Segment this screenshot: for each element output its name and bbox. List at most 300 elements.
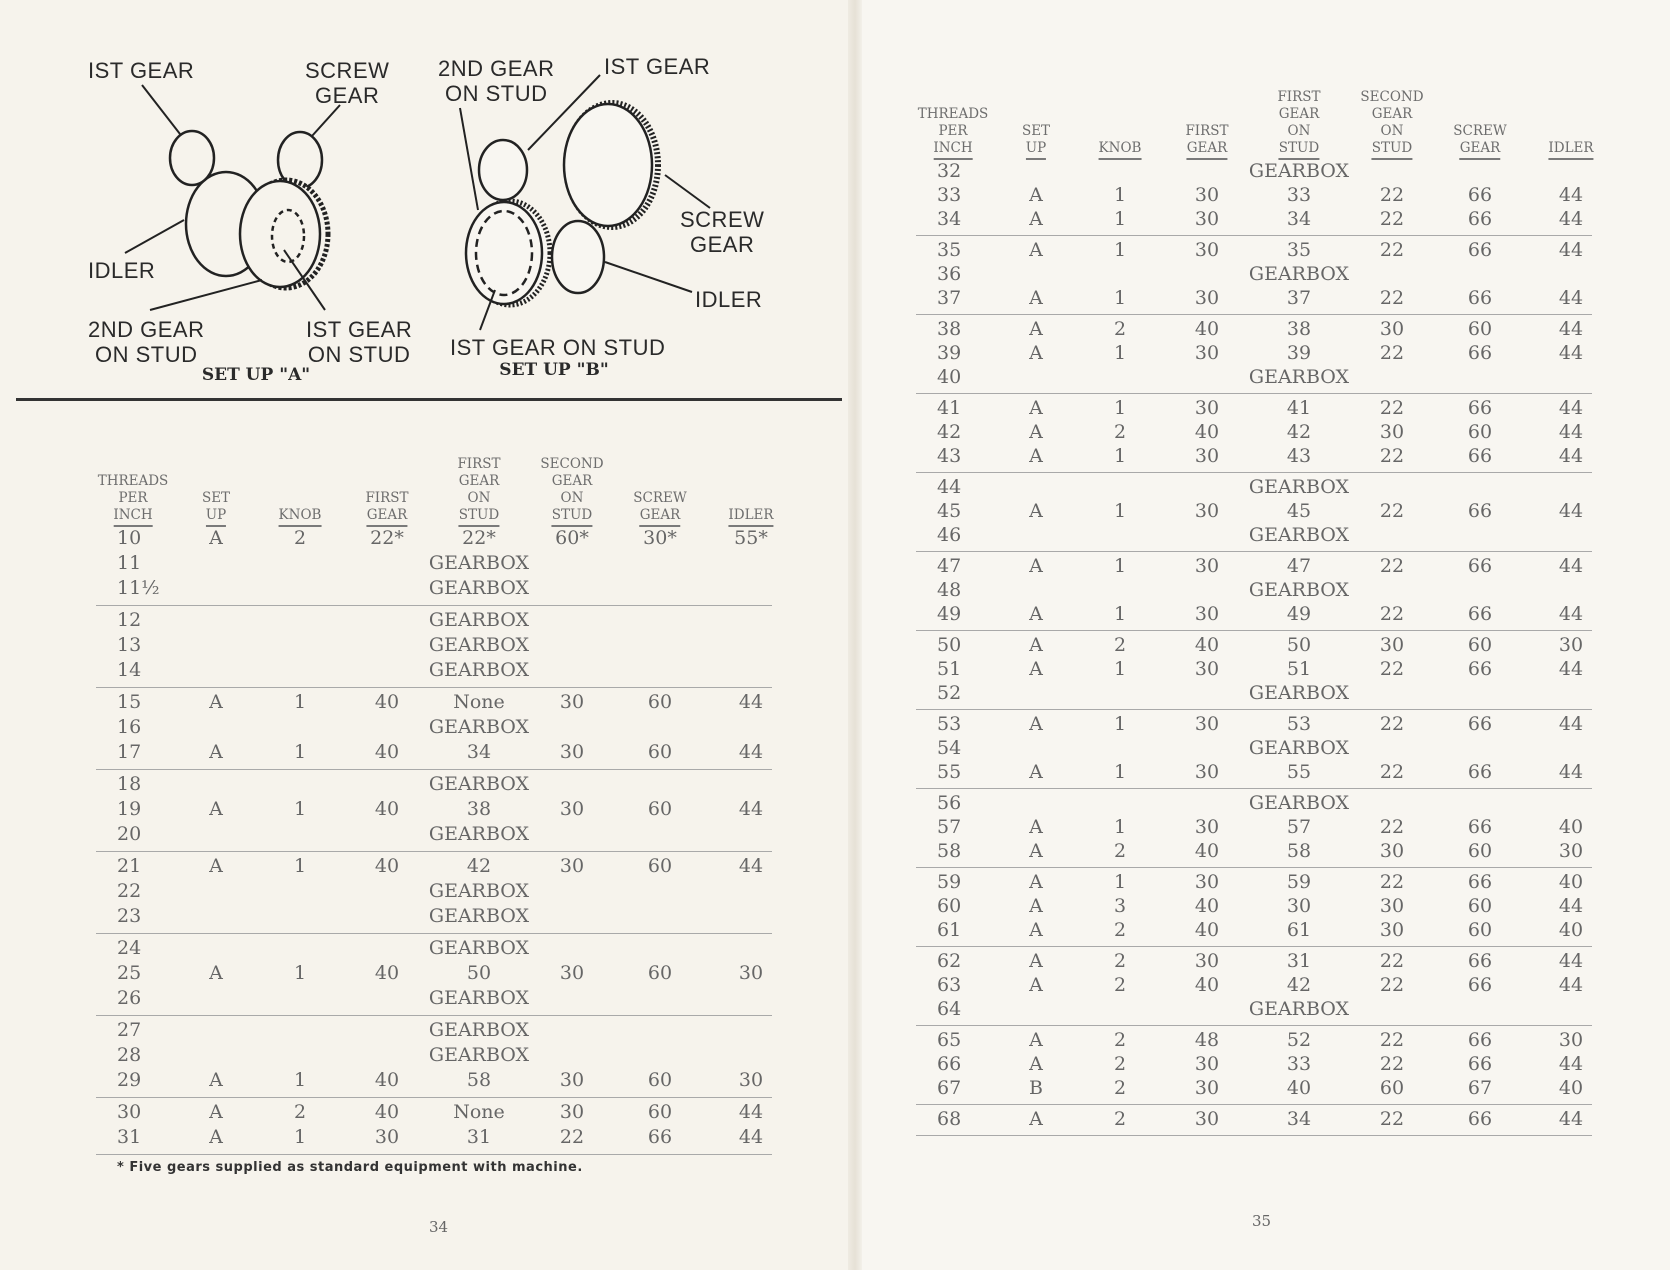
cell-knob: 1 <box>1113 445 1127 467</box>
gearbox-note: GEARBOX <box>1248 792 1350 814</box>
cell-second-gear-on-stud: 30 <box>1379 919 1405 941</box>
cell-screw-gear: 60 <box>647 1101 673 1123</box>
header-second-gear-on-stud: SECOND GEAR ON STUD <box>1360 89 1423 157</box>
cell-idler: 44 <box>1558 1108 1584 1130</box>
cell-first-gear: 30 <box>1194 761 1220 783</box>
header-first-gear-on-stud: FIRST GEAR ON STUD <box>1277 89 1320 157</box>
thread-table-right <box>916 57 1592 1136</box>
cell-set-up: A <box>1029 713 1043 735</box>
table-row <box>96 716 772 741</box>
gearbox-note: GEARBOX <box>1248 160 1350 182</box>
cell-first-gear-on-stud: 43 <box>1286 445 1312 467</box>
cell-knob: 1 <box>1113 184 1127 206</box>
cell-first-gear: 30 <box>374 1126 400 1148</box>
cell-first-gear: 40 <box>374 1101 400 1123</box>
cell-second-gear-on-stud: 22 <box>1379 500 1405 522</box>
cell-idler: 30 <box>738 1069 764 1091</box>
cell-idler: 44 <box>1558 397 1584 419</box>
label-a-first-gear: IST GEAR <box>88 58 195 83</box>
table-row <box>916 658 1592 682</box>
gearbox-note: GEARBOX <box>428 905 530 927</box>
table-row <box>916 816 1592 840</box>
cell-idler: 40 <box>1558 1077 1584 1099</box>
cell-knob: 1 <box>1113 603 1127 625</box>
cell-idler: 44 <box>1558 239 1584 261</box>
gearbox-note: GEARBOX <box>1248 476 1350 498</box>
table-row <box>96 659 772 684</box>
cell-screw-gear: 60 <box>1467 919 1493 941</box>
header-screw-gear: SCREW GEAR <box>1453 123 1506 157</box>
cell-threads-per-inch: 59 <box>937 871 962 893</box>
cell-idler: 44 <box>1558 318 1584 340</box>
table-row <box>96 1126 772 1151</box>
table-row <box>916 476 1592 500</box>
cell-screw-gear: 60 <box>1467 840 1493 862</box>
cell-set-up: A <box>209 855 223 877</box>
cell-idler: 30 <box>1558 634 1584 656</box>
cell-knob: 2 <box>1113 974 1127 996</box>
cell-knob: 1 <box>1113 555 1127 577</box>
footnote: * Five gears supplied as standard equipment with machine. <box>117 1160 583 1175</box>
cell-threads-per-inch: 43 <box>937 445 962 467</box>
cell-set-up: A <box>1029 871 1043 893</box>
cell-second-gear-on-stud: 30 <box>559 1101 585 1123</box>
cell-threads-per-inch: 31 <box>117 1126 142 1148</box>
cell-threads-per-inch: 19 <box>117 798 142 820</box>
setup-b-diagram <box>460 75 710 330</box>
cell-set-up: B <box>1029 1077 1043 1099</box>
cell-second-gear-on-stud: 22 <box>1379 1029 1405 1051</box>
cell-second-gear-on-stud: 22 <box>1379 713 1405 735</box>
header-threads-per-inch: THREADS PER INCH <box>918 106 989 157</box>
cell-first-gear: 40 <box>1194 974 1220 996</box>
cell-first-gear: 22* <box>370 527 404 549</box>
cell-second-gear-on-stud: 22 <box>1379 342 1405 364</box>
cell-screw-gear: 66 <box>1467 974 1493 996</box>
cell-threads-per-inch: 67 <box>937 1077 962 1099</box>
table-row <box>96 691 772 716</box>
cell-screw-gear: 60 <box>647 798 673 820</box>
cell-screw-gear: 66 <box>1467 1108 1493 1130</box>
cell-threads-per-inch: 50 <box>937 634 962 656</box>
cell-first-gear-on-stud: None <box>453 1101 505 1123</box>
cell-screw-gear: 60 <box>647 962 673 984</box>
header-knob: KNOB <box>279 507 322 524</box>
cell-knob: 1 <box>1113 761 1127 783</box>
thread-table-left <box>96 424 772 1155</box>
cell-second-gear-on-stud: 30 <box>559 962 585 984</box>
row-group <box>916 947 1592 1026</box>
cell-idler: 44 <box>738 741 764 763</box>
table-row <box>96 741 772 766</box>
table-row <box>916 397 1592 421</box>
header-knob: KNOB <box>1099 140 1142 157</box>
cell-second-gear-on-stud: 22 <box>1379 1108 1405 1130</box>
table-row <box>96 552 772 577</box>
cell-first-gear-on-stud: 40 <box>1286 1077 1312 1099</box>
cell-set-up: A <box>1029 761 1043 783</box>
label-b-first-on-stud: IST GEAR ON STUD <box>450 335 666 360</box>
cell-threads-per-inch: 40 <box>937 366 962 388</box>
cell-screw-gear: 66 <box>1467 603 1493 625</box>
cell-set-up: A <box>1029 555 1043 577</box>
cell-threads-per-inch: 41 <box>937 397 962 419</box>
label-a-idler: IDLER <box>88 258 156 283</box>
cell-knob: 2 <box>1113 1108 1127 1130</box>
cell-idler: 44 <box>1558 208 1584 230</box>
table-row <box>916 1077 1592 1101</box>
cell-first-gear-on-stud: 47 <box>1286 555 1312 577</box>
table-row <box>916 263 1592 287</box>
gearbox-note: GEARBOX <box>428 634 530 656</box>
cell-knob: 2 <box>1113 950 1127 972</box>
cell-first-gear-on-stud: 42 <box>1286 421 1312 443</box>
row-group <box>96 1098 772 1155</box>
cell-threads-per-inch: 36 <box>937 263 962 285</box>
cell-idler: 44 <box>738 1126 764 1148</box>
label-b-screw-gear: SCREW GEAR <box>680 207 765 257</box>
table-row <box>916 919 1592 943</box>
cell-knob: 1 <box>1113 500 1127 522</box>
cell-knob: 1 <box>293 741 307 763</box>
label-b-second-on-stud: 2ND GEAR ON STUD <box>438 56 555 106</box>
cell-first-gear: 30 <box>1194 1077 1220 1099</box>
cell-threads-per-inch: 27 <box>117 1019 142 1041</box>
cell-screw-gear: 66 <box>1467 500 1493 522</box>
cell-threads-per-inch: 48 <box>937 579 962 601</box>
cell-knob: 2 <box>1113 318 1127 340</box>
cell-second-gear-on-stud: 22 <box>1379 445 1405 467</box>
table-row <box>916 318 1592 342</box>
cell-knob: 1 <box>293 1069 307 1091</box>
cell-knob: 2 <box>293 527 307 549</box>
cell-threads-per-inch: 57 <box>937 816 962 838</box>
cell-screw-gear: 67 <box>1467 1077 1493 1099</box>
row-group <box>916 552 1592 631</box>
cell-threads-per-inch: 32 <box>937 160 962 182</box>
cell-first-gear-on-stud: 42 <box>466 855 492 877</box>
table-row <box>916 1053 1592 1077</box>
cell-threads-per-inch: 46 <box>937 524 962 546</box>
cell-first-gear: 40 <box>374 741 400 763</box>
row-group <box>96 934 772 1016</box>
cell-threads-per-inch: 21 <box>117 855 142 877</box>
cell-threads-per-inch: 49 <box>937 603 962 625</box>
cell-knob: 1 <box>293 1126 307 1148</box>
cell-first-gear-on-stud: 34 <box>466 741 492 763</box>
cell-idler: 44 <box>1558 445 1584 467</box>
row-group <box>916 1105 1592 1136</box>
cell-first-gear-on-stud: 31 <box>1286 950 1312 972</box>
cell-threads-per-inch: 11 <box>117 552 142 574</box>
cell-first-gear: 40 <box>1194 840 1220 862</box>
cell-idler: 44 <box>1558 713 1584 735</box>
cell-set-up: A <box>1029 634 1043 656</box>
cell-second-gear-on-stud: 22 <box>1379 555 1405 577</box>
cell-idler: 44 <box>1558 342 1584 364</box>
table-header <box>916 57 1592 157</box>
gearbox-note: GEARBOX <box>428 937 530 959</box>
cell-set-up: A <box>1029 1108 1043 1130</box>
cell-threads-per-inch: 55 <box>937 761 962 783</box>
row-group <box>96 770 772 852</box>
header-threads-per-inch: THREADS PER INCH <box>98 473 169 524</box>
cell-threads-per-inch: 51 <box>937 658 962 680</box>
cell-threads-per-inch: 11½ <box>117 577 160 599</box>
section-divider <box>16 398 842 401</box>
cell-threads-per-inch: 24 <box>117 937 142 959</box>
cell-second-gear-on-stud: 60* <box>555 527 589 549</box>
row-group <box>916 710 1592 789</box>
cell-first-gear-on-stud: 37 <box>1286 287 1312 309</box>
label-b-first-gear: IST GEAR <box>604 54 711 79</box>
cell-set-up: A <box>209 691 223 713</box>
header-first-gear-on-stud: FIRST GEAR ON STUD <box>457 456 500 524</box>
cell-first-gear-on-stud: 33 <box>1286 184 1312 206</box>
cell-threads-per-inch: 23 <box>117 905 142 927</box>
row-group <box>96 688 772 770</box>
table-row <box>96 1044 772 1069</box>
cell-threads-per-inch: 13 <box>117 634 142 656</box>
header-first-gear: FIRST GEAR <box>1185 123 1228 157</box>
row-group <box>916 315 1592 394</box>
cell-first-gear: 40 <box>1194 634 1220 656</box>
cell-first-gear-on-stud: None <box>453 691 505 713</box>
cell-first-gear-on-stud: 30 <box>1286 895 1312 917</box>
cell-idler: 44 <box>1558 421 1584 443</box>
cell-set-up: A <box>1029 421 1043 443</box>
gearbox-note: GEARBOX <box>428 987 530 1009</box>
table-row <box>916 682 1592 706</box>
cell-second-gear-on-stud: 30 <box>559 691 585 713</box>
table-row <box>96 855 772 880</box>
cell-first-gear-on-stud: 50 <box>466 962 492 984</box>
table-row <box>916 895 1592 919</box>
table-row <box>916 792 1592 816</box>
cell-knob: 1 <box>1113 871 1127 893</box>
row-group <box>916 473 1592 552</box>
cell-set-up: A <box>1029 397 1043 419</box>
table-row <box>96 880 772 905</box>
cell-first-gear-on-stud: 58 <box>466 1069 492 1091</box>
cell-first-gear: 40 <box>374 962 400 984</box>
cell-screw-gear: 66 <box>1467 713 1493 735</box>
header-screw-gear: SCREW GEAR <box>633 490 686 524</box>
cell-first-gear: 30 <box>1194 871 1220 893</box>
cell-threads-per-inch: 58 <box>937 840 962 862</box>
setup-b-caption: SET UP "B" <box>499 360 609 380</box>
gearbox-note: GEARBOX <box>428 659 530 681</box>
cell-first-gear: 40 <box>374 855 400 877</box>
cell-screw-gear: 66 <box>1467 342 1493 364</box>
cell-idler: 44 <box>1558 184 1584 206</box>
cell-threads-per-inch: 18 <box>117 773 142 795</box>
row-group <box>96 1016 772 1098</box>
gearbox-note: GEARBOX <box>428 1044 530 1066</box>
cell-idler: 55* <box>734 527 768 549</box>
cell-threads-per-inch: 12 <box>117 609 142 631</box>
cell-threads-per-inch: 35 <box>937 239 962 261</box>
cell-threads-per-inch: 17 <box>117 741 142 763</box>
cell-screw-gear: 66 <box>1467 1029 1493 1051</box>
cell-knob: 1 <box>293 855 307 877</box>
cell-knob: 2 <box>1113 1029 1127 1051</box>
cell-idler: 40 <box>1558 871 1584 893</box>
cell-threads-per-inch: 61 <box>937 919 962 941</box>
cell-set-up: A <box>209 1101 223 1123</box>
cell-second-gear-on-stud: 22 <box>1379 184 1405 206</box>
setup-b-second-gear-on-stud <box>479 140 527 200</box>
table-row <box>916 421 1592 445</box>
cell-first-gear-on-stud: 61 <box>1286 919 1312 941</box>
cell-screw-gear: 66 <box>1467 950 1493 972</box>
cell-first-gear-on-stud: 39 <box>1286 342 1312 364</box>
cell-idler: 44 <box>738 1101 764 1123</box>
cell-knob: 1 <box>1113 397 1127 419</box>
cell-second-gear-on-stud: 22 <box>1379 761 1405 783</box>
cell-second-gear-on-stud: 22 <box>1379 871 1405 893</box>
cell-set-up: A <box>209 798 223 820</box>
cell-set-up: A <box>1029 840 1043 862</box>
cell-first-gear: 30 <box>1194 816 1220 838</box>
gearbox-note: GEARBOX <box>428 552 530 574</box>
cell-threads-per-inch: 64 <box>937 998 962 1020</box>
cell-threads-per-inch: 45 <box>937 500 962 522</box>
cell-first-gear: 30 <box>1194 950 1220 972</box>
cell-idler: 44 <box>1558 950 1584 972</box>
cell-first-gear: 30 <box>1194 208 1220 230</box>
cell-screw-gear: 60 <box>1467 895 1493 917</box>
setup-a-first-gear <box>170 131 214 185</box>
cell-first-gear-on-stud: 34 <box>1286 1108 1312 1130</box>
cell-knob: 1 <box>1113 816 1127 838</box>
table-row <box>916 950 1592 974</box>
cell-first-gear-on-stud: 55 <box>1286 761 1312 783</box>
cell-set-up: A <box>1029 919 1043 941</box>
cell-first-gear-on-stud: 34 <box>1286 208 1312 230</box>
cell-first-gear: 30 <box>1194 397 1220 419</box>
table-row <box>916 184 1592 208</box>
cell-first-gear-on-stud: 35 <box>1286 239 1312 261</box>
cell-screw-gear: 60 <box>647 1069 673 1091</box>
table-row <box>916 603 1592 627</box>
row-group <box>96 524 772 606</box>
row-group <box>916 394 1592 473</box>
page-number-left: 34 <box>429 1218 449 1236</box>
cell-second-gear-on-stud: 60 <box>1379 1077 1405 1099</box>
table-row <box>96 1019 772 1044</box>
cell-threads-per-inch: 60 <box>937 895 962 917</box>
table-row <box>916 737 1592 761</box>
cell-first-gear-on-stud: 50 <box>1286 634 1312 656</box>
cell-first-gear-on-stud: 52 <box>1286 1029 1312 1051</box>
cell-knob: 1 <box>1113 287 1127 309</box>
cell-threads-per-inch: 26 <box>117 987 142 1009</box>
cell-screw-gear: 60 <box>1467 421 1493 443</box>
cell-threads-per-inch: 53 <box>937 713 962 735</box>
table-row <box>916 500 1592 524</box>
cell-second-gear-on-stud: 22 <box>1379 239 1405 261</box>
cell-screw-gear: 66 <box>1467 871 1493 893</box>
cell-screw-gear: 60 <box>1467 634 1493 656</box>
cell-threads-per-inch: 15 <box>117 691 142 713</box>
cell-threads-per-inch: 42 <box>937 421 962 443</box>
label-a-screw-gear: SCREW GEAR <box>305 58 390 108</box>
cell-second-gear-on-stud: 30 <box>1379 840 1405 862</box>
cell-first-gear-on-stud: 53 <box>1286 713 1312 735</box>
cell-set-up: A <box>209 962 223 984</box>
cell-screw-gear: 66 <box>1467 184 1493 206</box>
table-row <box>96 577 772 602</box>
cell-first-gear-on-stud: 49 <box>1286 603 1312 625</box>
row-group <box>916 236 1592 315</box>
cell-first-gear: 40 <box>374 798 400 820</box>
table-row <box>916 555 1592 579</box>
cell-second-gear-on-stud: 22 <box>559 1126 585 1148</box>
header-first-gear: FIRST GEAR <box>365 490 408 524</box>
table-row <box>916 634 1592 658</box>
cell-first-gear: 30 <box>1194 555 1220 577</box>
cell-set-up: A <box>1029 974 1043 996</box>
cell-set-up: A <box>1029 445 1043 467</box>
table-row <box>916 208 1592 232</box>
table-row <box>96 937 772 962</box>
cell-first-gear: 40 <box>1194 895 1220 917</box>
cell-threads-per-inch: 56 <box>937 792 962 814</box>
cell-set-up: A <box>209 1126 223 1148</box>
cell-second-gear-on-stud: 22 <box>1379 603 1405 625</box>
cell-idler: 44 <box>1558 555 1584 577</box>
cell-screw-gear: 66 <box>1467 287 1493 309</box>
cell-threads-per-inch: 14 <box>117 659 142 681</box>
gearbox-note: GEARBOX <box>1248 524 1350 546</box>
cell-knob: 1 <box>1113 713 1127 735</box>
table-header <box>96 424 772 524</box>
cell-set-up: A <box>1029 500 1043 522</box>
header-second-gear-on-stud: SECOND GEAR ON STUD <box>540 456 603 524</box>
cell-first-gear: 48 <box>1194 1029 1220 1051</box>
gearbox-note: GEARBOX <box>428 880 530 902</box>
cell-set-up: A <box>1029 239 1043 261</box>
table-row <box>916 840 1592 864</box>
cell-first-gear: 40 <box>1194 421 1220 443</box>
cell-threads-per-inch: 47 <box>937 555 962 577</box>
cell-set-up: A <box>1029 342 1043 364</box>
cell-first-gear-on-stud: 59 <box>1286 871 1312 893</box>
cell-second-gear-on-stud: 22 <box>1379 287 1405 309</box>
cell-screw-gear: 60 <box>647 691 673 713</box>
cell-second-gear-on-stud: 30 <box>1379 895 1405 917</box>
gearbox-note: GEARBOX <box>1248 682 1350 704</box>
header-idler: IDLER <box>728 507 773 524</box>
page-number-right: 35 <box>1252 1212 1272 1230</box>
cell-second-gear-on-stud: 30 <box>559 1069 585 1091</box>
cell-screw-gear: 66 <box>1467 397 1493 419</box>
cell-knob: 2 <box>1113 1053 1127 1075</box>
cell-threads-per-inch: 10 <box>117 527 142 549</box>
cell-second-gear-on-stud: 30 <box>559 741 585 763</box>
cell-first-gear: 30 <box>1194 445 1220 467</box>
gearbox-note: GEARBOX <box>1248 366 1350 388</box>
cell-set-up: A <box>209 741 223 763</box>
cell-knob: 1 <box>1113 342 1127 364</box>
table-row <box>916 524 1592 548</box>
cell-screw-gear: 60 <box>647 741 673 763</box>
cell-set-up: A <box>1029 603 1043 625</box>
gearbox-note: GEARBOX <box>1248 263 1350 285</box>
cell-threads-per-inch: 20 <box>117 823 142 845</box>
cell-knob: 1 <box>1113 239 1127 261</box>
